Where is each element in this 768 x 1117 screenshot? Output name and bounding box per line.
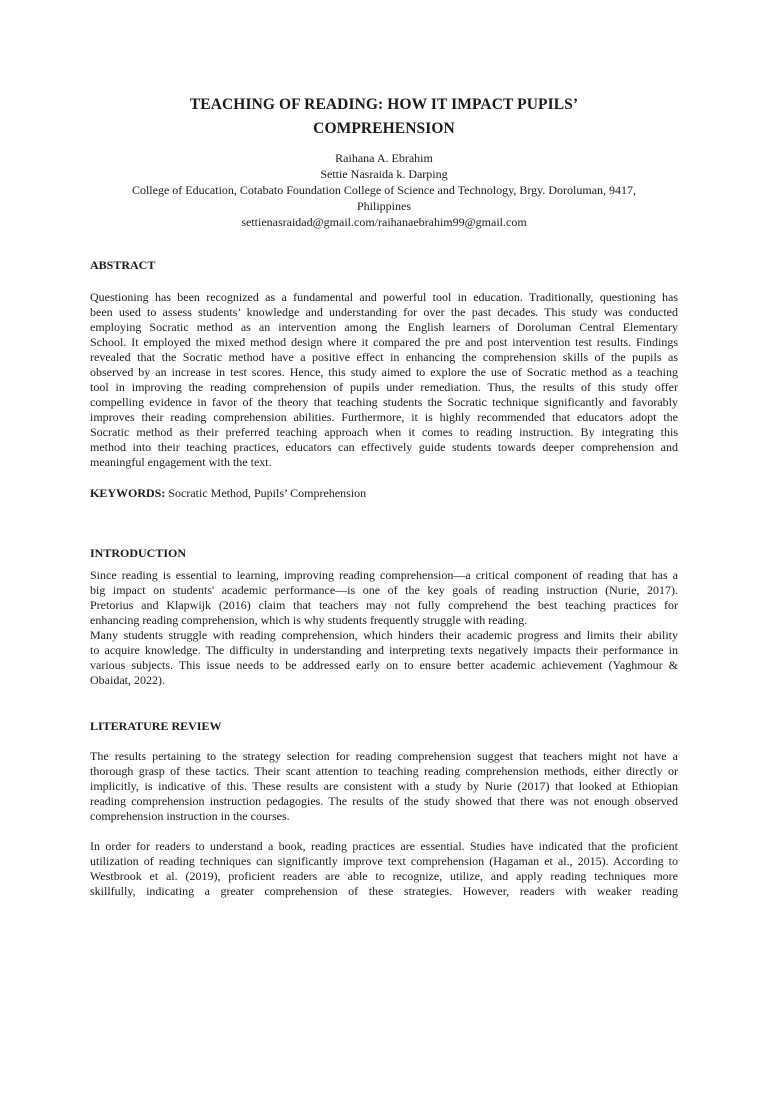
author-block [90, 150, 678, 230]
abstract-line: meaningful engagement with the text. [90, 455, 272, 469]
lit-line: Westbrook et al. (2019), proficient readers are able to recognize, utilize, and apply reading techniques more [90, 869, 678, 883]
lit-line: comprehension instruction in the courses. [90, 809, 290, 823]
lit-line: In order for readers to understand a book, reading practices are essential. Studies have indicated that the proficient [90, 839, 678, 853]
intro-line: big impact on students' academic performance—is one of the key goals of reading instruction (Nurie, 2017). [90, 583, 678, 597]
lit-line: implicitly, is indicative of this. These results are consistent with a study by Nurie (2017) that looked at Ethiopian [90, 779, 678, 793]
introduction-heading: INTRODUCTION [90, 546, 187, 560]
literature-paragraph-1 [90, 749, 678, 824]
abstract-line: Questioning has been recognized as a fundamental and powerful tool in education. Traditionally, questioning has [90, 290, 678, 304]
intro-line: various subjects. This issue needs to be addressed early on to ensure better academic achievement (Yaghmour & [90, 658, 678, 672]
affiliation-line-1: College of Education, Cotabato Foundation College of Science and Technology, Brgy. Doroluman, 9417, [131, 183, 637, 197]
intro-line: Obaidat, 2022). [90, 673, 165, 687]
abstract-paragraph [90, 290, 678, 470]
lit-line: reading comprehension instruction pedagogies. The results of the study showed that there was not enough observed [90, 794, 678, 808]
keywords-label: KEYWORDS: [90, 486, 166, 500]
lit-line: The results pertaining to the strategy selection for reading comprehension suggest that teachers might not have a [90, 749, 678, 763]
lit-line: thorough grasp of these tactics. Their scant attention to teaching reading comprehension methods, either directly or [90, 764, 678, 778]
abstract-line: observed by an increase in test scores. Hence, this study aimed to explore the use of Socratic method as a teaching [90, 365, 678, 379]
intro-line: enhancing reading comprehension, which is why students frequently struggle with reading. [90, 613, 528, 627]
abstract-line: School. It employed the mixed method design where it compared the pre and post intervention test results. Findings [90, 335, 678, 349]
abstract-line: Socratic method as their preferred teaching approach when it comes to reading instruction. By integrating this [90, 425, 678, 439]
keywords-line [90, 485, 678, 501]
title-line-1: TEACHING OF READING: HOW IT IMPACT PUPILS’ [189, 96, 579, 113]
keywords-text: Socratic Method, Pupils’ Comprehension [165, 486, 367, 500]
intro-line: Pretorius and Klapwijk (2016) claim that teachers may not fully comprehend the best teaching practices for [90, 598, 678, 612]
author-2: Settie Nasraida k. Darping [320, 167, 448, 181]
literature-review-heading: LITERATURE REVIEW [90, 719, 222, 733]
abstract-line: compelling evidence in favor of the theory that teaching students the Socratic technique significantly and favorably [90, 395, 678, 409]
abstract-line: employing Socratic method as an intervention among the English learners of Doroluman Central Elementary [90, 320, 678, 334]
abstract-line: revealed that the Socratic method have a positive effect in enhancing the comprehension skills of the pupils as [90, 350, 678, 364]
intro-line: Since reading is essential to learning, improving reading comprehension—a critical component of reading that has a [90, 568, 678, 582]
intro-line: Many students struggle with reading comprehension, which hinders their academic progress and limits their ability [90, 628, 678, 642]
abstract-line: method into their teaching practices, educators can effectively guide students towards deeper comprehension and [90, 440, 678, 454]
paper-page [0, 93, 768, 1117]
title-line-2: COMPREHENSION [313, 120, 455, 137]
lit-line: utilization of reading techniques can significantly improve text comprehension (Hagaman et al., 2015). According to [90, 854, 678, 868]
abstract-line: improves their reading comprehension abilities. Furthermore, it is highly recommended that educators adopt the [90, 410, 678, 424]
affiliation-line-2: Philippines [356, 199, 411, 213]
author-1: Raihana A. Ebrahim [335, 151, 433, 165]
abstract-heading: ABSTRACT [90, 258, 156, 272]
abstract-line: been used to assess students’ knowledge and understanding for over the past decades. This study was conducted [90, 305, 678, 319]
paper-title [90, 93, 678, 141]
author-emails: settienasraidad@gmail.com/raihanaebrahim99@gmail.com [241, 215, 527, 229]
literature-paragraph-2 [90, 839, 678, 899]
lit-line: skillfully, indicating a greater comprehension of these strategies. However, readers with weaker reading [90, 884, 678, 898]
abstract-line: tool in improving the reading comprehension of pupils under remediation. Thus, the results of this study offer [90, 380, 678, 394]
intro-line: to acquire knowledge. The difficulty in understanding and interpreting texts negatively impacts their performance in [90, 643, 678, 657]
introduction-paragraph [90, 568, 678, 688]
